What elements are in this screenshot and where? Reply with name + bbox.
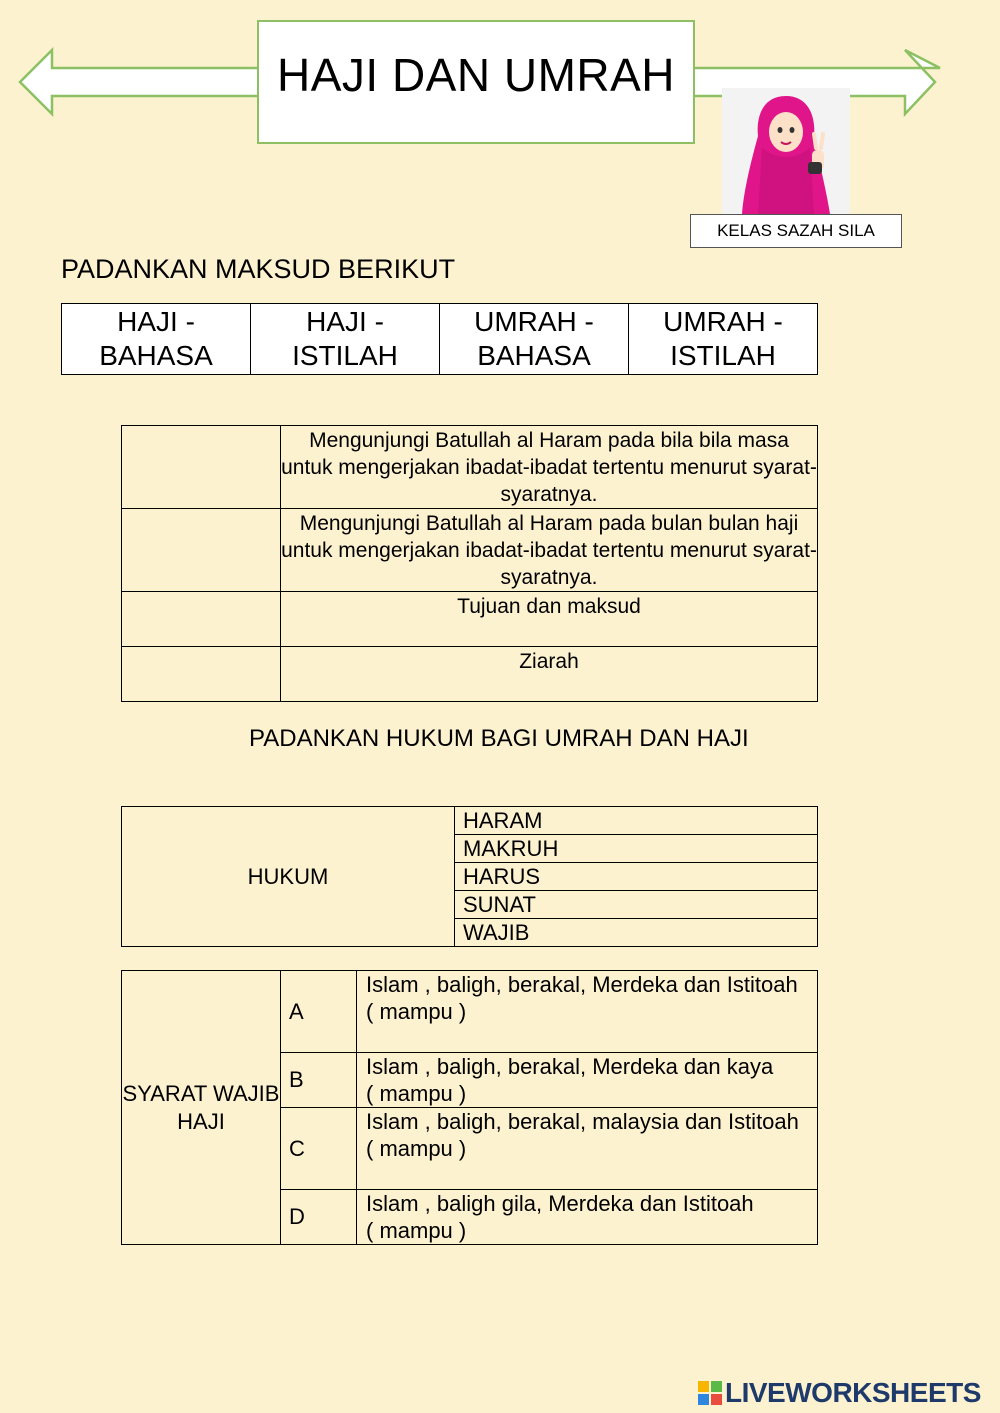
page-title: HAJI DAN UMRAH xyxy=(276,49,676,101)
title-box xyxy=(257,20,695,144)
definition-text: Mengunjungi Batullah al Haram pada bila bila masa untuk mengerjakan ibadat-ibadat tertentu menurut syarat-syaratnya. xyxy=(281,426,818,509)
term-umrah-istilah[interactable]: UMRAH - ISTILAH xyxy=(629,304,818,375)
option-letter[interactable]: B xyxy=(281,1053,357,1108)
liveworksheets-logo-icon xyxy=(697,1380,723,1406)
option-letter[interactable]: C xyxy=(281,1108,357,1190)
option-text[interactable]: Islam , baligh, berakal, malaysia dan Istitoah ( mampu ) xyxy=(357,1108,818,1190)
liveworksheets-brand xyxy=(697,1377,981,1409)
definition-text: Tujuan dan maksud xyxy=(281,592,818,647)
term-haji-bahasa[interactable]: HAJI - BAHASA xyxy=(62,304,251,375)
hukum-option[interactable]: HARUS xyxy=(455,863,818,891)
hukum-table xyxy=(121,806,818,947)
definition-text: Mengunjungi Batullah al Haram pada bulan bulan haji untuk mengerjakan ibadat-ibadat tertentu menurut syarat-syaratnya. xyxy=(281,509,818,592)
option-letter[interactable]: D xyxy=(281,1190,357,1245)
answer-drop-zone[interactable] xyxy=(122,509,281,592)
definition-text: Ziarah xyxy=(281,647,818,702)
author-label: KELAS SAZAH SILA xyxy=(690,214,902,248)
answer-drop-zone[interactable] xyxy=(122,592,281,647)
option-text[interactable]: Islam , baligh gila, Merdeka dan Istitoah ( mampu ) xyxy=(357,1190,818,1245)
answer-drop-zone[interactable] xyxy=(122,426,281,509)
option-text[interactable]: Islam , baligh, berakal, Merdeka dan Istitoah ( mampu ) xyxy=(357,971,818,1053)
hukum-label: HUKUM xyxy=(122,807,455,947)
syarat-table xyxy=(121,970,818,1245)
hukum-option[interactable]: MAKRUH xyxy=(455,835,818,863)
hukum-option[interactable]: SUNAT xyxy=(455,891,818,919)
definition-table xyxy=(121,425,818,702)
hukum-option[interactable]: WAJIB xyxy=(455,919,818,947)
section1-heading: PADANKAN MAKSUD BERIKUT xyxy=(61,254,456,284)
option-letter[interactable]: A xyxy=(281,971,357,1053)
term-haji-istilah[interactable]: HAJI - ISTILAH xyxy=(251,304,440,375)
syarat-label: SYARAT WAJIB HAJI xyxy=(122,971,281,1245)
section2-heading: PADANKAN HUKUM BAGI UMRAH DAN HAJI xyxy=(249,725,749,752)
brand-text: LIVEWORKSHEETS xyxy=(725,1377,981,1408)
terms-table xyxy=(61,303,818,375)
term-umrah-bahasa[interactable]: UMRAH - BAHASA xyxy=(440,304,629,375)
hijab-girl-illustration xyxy=(722,88,850,218)
hukum-option[interactable]: HARAM xyxy=(455,807,818,835)
option-text[interactable]: Islam , baligh, berakal, Merdeka dan kaya ( mampu ) xyxy=(357,1053,818,1108)
answer-drop-zone[interactable] xyxy=(122,647,281,702)
